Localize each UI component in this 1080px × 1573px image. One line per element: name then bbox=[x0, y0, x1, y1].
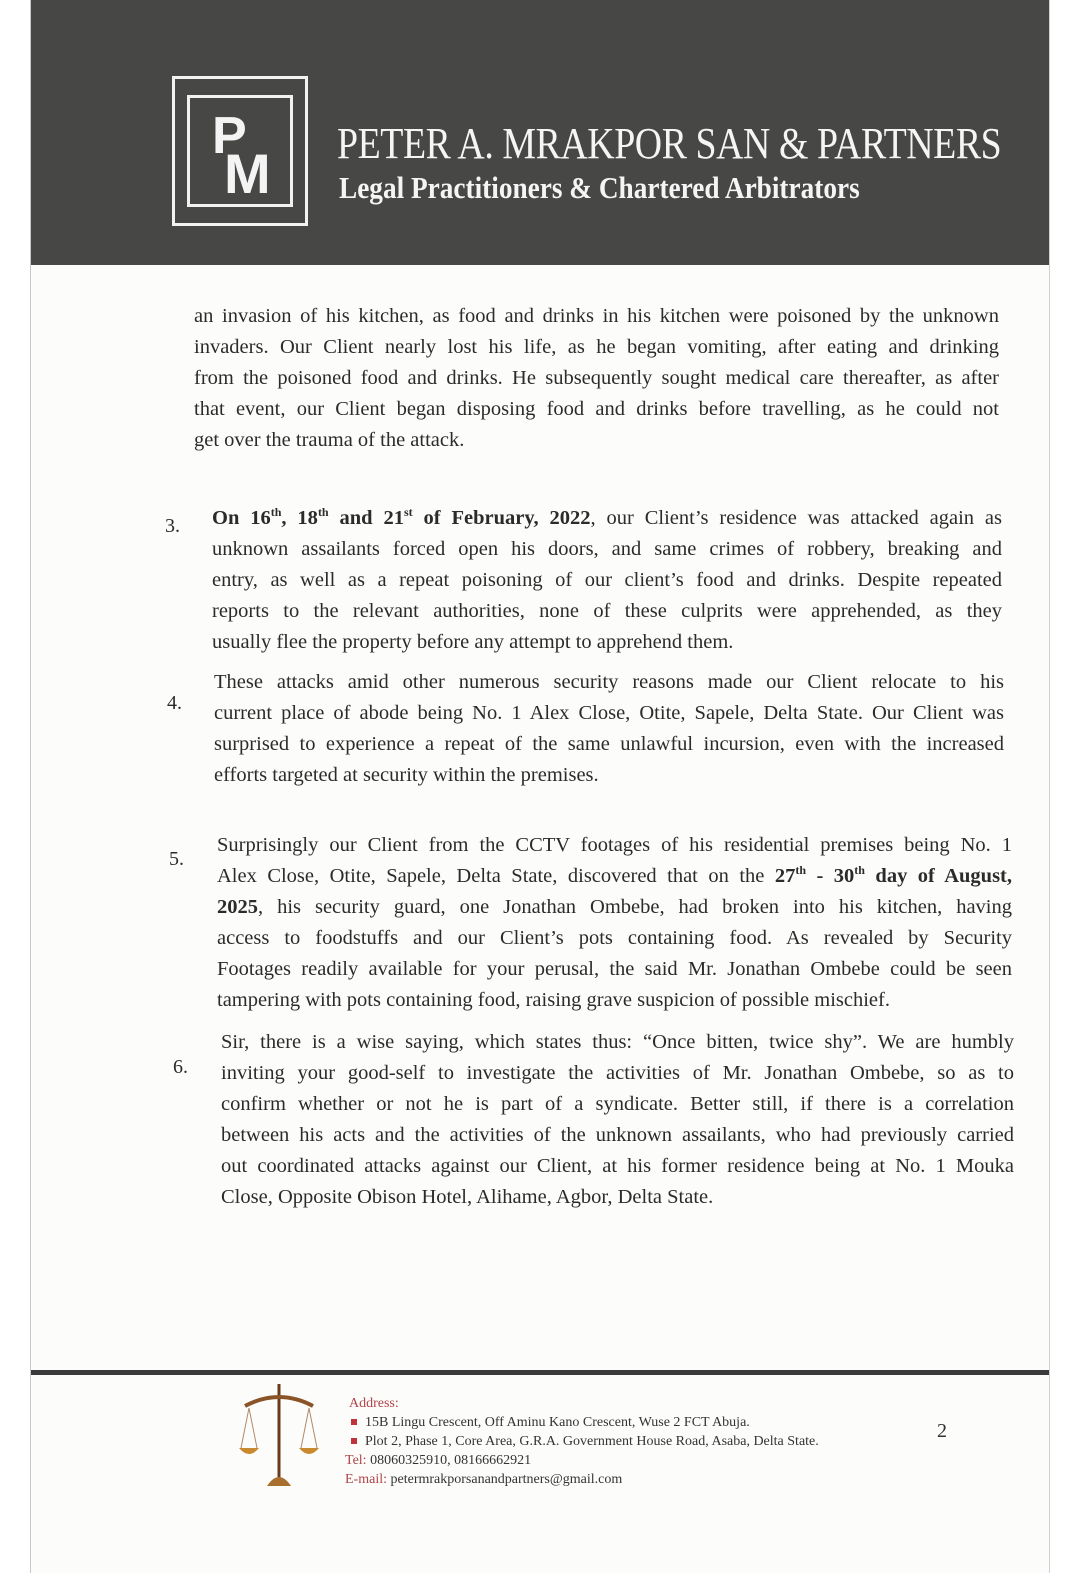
paragraph-number: 3. bbox=[165, 515, 180, 537]
text-line bbox=[217, 861, 1012, 892]
letterhead-banner bbox=[31, 0, 1049, 265]
text-line: unknown assailants forced open his doors, and same crimes of robbery, breaking and bbox=[212, 538, 1002, 560]
ordinal-suffix: th bbox=[854, 863, 865, 878]
text-line: between his acts and the activities of the unknown assailants, who had previously carried bbox=[221, 1124, 1014, 1146]
paragraph-5 bbox=[217, 830, 1012, 1016]
text-line: Surprisingly our Client from the CCTV footages of his residential premises being No. 1 bbox=[217, 834, 1012, 856]
text-line: Sir, there is a wise saying, which states thus: “Once bitten, twice shy”. We are humbly bbox=[221, 1031, 1014, 1053]
text-segment: of February, 2022 bbox=[412, 507, 591, 529]
paragraph-number: 5. bbox=[169, 848, 184, 870]
text-line: get over the trauma of the attack. bbox=[194, 429, 465, 451]
text-line: out coordinated attacks against our Client, at his former residence being at No. 1 Mouka bbox=[221, 1155, 1014, 1177]
ordinal-suffix: th bbox=[795, 863, 807, 878]
letter-page bbox=[30, 0, 1050, 1573]
logo-letter-p: P bbox=[212, 107, 247, 165]
address-text: 15B Lingu Crescent, Off Aminu Kano Crescent, Wuse 2 FCT Abuja. bbox=[365, 1415, 750, 1430]
text-line: access to foodstuffs and our Client’s pots containing food. As revealed by Security bbox=[217, 927, 1012, 949]
text-line: an invasion of his kitchen, as food and drinks in his kitchen were poisoned by the unknown bbox=[194, 305, 999, 327]
text-line: efforts targeted at security within the premises. bbox=[214, 764, 599, 786]
firm-tagline: Legal Practitioners & Chartered Arbitrators bbox=[339, 170, 860, 205]
tel-numbers: 08060325910, 08166662921 bbox=[366, 1453, 532, 1468]
ordinal-suffix: st bbox=[403, 505, 413, 520]
logo-inner-frame bbox=[187, 95, 293, 207]
footer-divider bbox=[31, 1370, 1049, 1375]
address-label: Address: bbox=[349, 1396, 399, 1411]
text-segment: 27 bbox=[774, 865, 796, 887]
ordinal-suffix: th bbox=[270, 505, 282, 520]
scales-of-justice-icon bbox=[239, 1382, 319, 1492]
text-line: usually flee the property before any attempt to apprehend them. bbox=[212, 631, 734, 653]
paragraph-3 bbox=[212, 503, 1002, 658]
text-line bbox=[212, 503, 1002, 534]
paragraph-6 bbox=[221, 1027, 1014, 1213]
text-line bbox=[217, 892, 1012, 923]
text-line: from the poisoned food and drinks. He subsequently sought medical care thereafter, as after bbox=[194, 367, 999, 389]
email-label: E-mail: bbox=[345, 1472, 387, 1487]
bold-dates bbox=[775, 865, 1012, 887]
text-line: Footages readily available for your perusal, the said Mr. Jonathan Ombebe could be seen bbox=[217, 958, 1012, 980]
firm-name: PETER A. MRAKPOR SAN & PARTNERS bbox=[337, 119, 1002, 168]
email-line bbox=[345, 1470, 819, 1489]
address-line bbox=[349, 1432, 819, 1451]
text-line: inviting your good-self to investigate the activities of Mr. Jonathan Ombebe, so as to bbox=[221, 1062, 1014, 1084]
text-line: Close, Opposite Obison Hotel, Alihame, Agbor, Delta State. bbox=[221, 1186, 714, 1208]
text-segment: Alex Close, Otite, Sapele, Delta State, discovered that on the bbox=[217, 865, 775, 887]
text-segment: and 21 bbox=[328, 507, 404, 529]
paragraph-2-continuation bbox=[194, 301, 999, 456]
text-segment: , 18 bbox=[281, 507, 318, 529]
text-line: that event, our Client began disposing food and drinks before travelling, as he could not bbox=[194, 398, 999, 420]
telephone-line bbox=[345, 1451, 819, 1470]
address-line bbox=[349, 1413, 819, 1432]
footer-contact bbox=[345, 1394, 819, 1489]
text-line: reports to the relevant authorities, none of these culprits were apprehended, as they bbox=[212, 600, 1002, 622]
text-line: entry, as well as a repeat poisoning of our client’s food and drinks. Despite repeated bbox=[212, 569, 1002, 591]
firm-logo bbox=[172, 76, 308, 226]
text-segment: , our Client’s residence was attacked again as bbox=[590, 507, 1002, 529]
page-number: 2 bbox=[937, 1420, 947, 1442]
bullet-icon bbox=[351, 1438, 357, 1444]
paragraph-number: 6. bbox=[173, 1056, 188, 1078]
text-line: current place of abode being No. 1 Alex Close, Otite, Sapele, Delta State. Our Client was bbox=[214, 702, 1004, 724]
bullet-icon bbox=[351, 1419, 357, 1425]
text-segment: day of August, bbox=[864, 865, 1012, 887]
text-line: confirm whether or not he is part of a syndicate. Better still, if there is a correlation bbox=[221, 1093, 1014, 1115]
bold-dates bbox=[212, 507, 591, 529]
address-text: Plot 2, Phase 1, Core Area, G.R.A. Government House Road, Asaba, Delta State. bbox=[365, 1434, 819, 1449]
text-line: tampering with pots containing food, raising grave suspicion of possible mischief. bbox=[217, 989, 890, 1011]
text-line: invaders. Our Client nearly lost his life, as he began vomiting, after eating and drinking bbox=[194, 336, 999, 358]
text-line: surprised to experience a repeat of the same unlawful incursion, even with the increased bbox=[214, 733, 1004, 755]
text-segment: , his security guard, one Jonathan Ombebe, had broken into his kitchen, having bbox=[258, 896, 1012, 918]
text-line: These attacks amid other numerous security reasons made our Client relocate to his bbox=[214, 671, 1004, 693]
ordinal-suffix: th bbox=[317, 505, 329, 520]
paragraph-4 bbox=[214, 667, 1004, 791]
logo-letter-m: M bbox=[224, 142, 271, 205]
paragraph-number: 4. bbox=[167, 692, 182, 714]
text-segment: - 30 bbox=[806, 865, 855, 887]
bold-year: 2025 bbox=[217, 896, 258, 918]
text-segment: On 16 bbox=[212, 507, 271, 529]
email-address: petermrakporsanandpartners@gmail.com bbox=[387, 1472, 623, 1487]
tel-label: Tel: bbox=[345, 1453, 367, 1468]
